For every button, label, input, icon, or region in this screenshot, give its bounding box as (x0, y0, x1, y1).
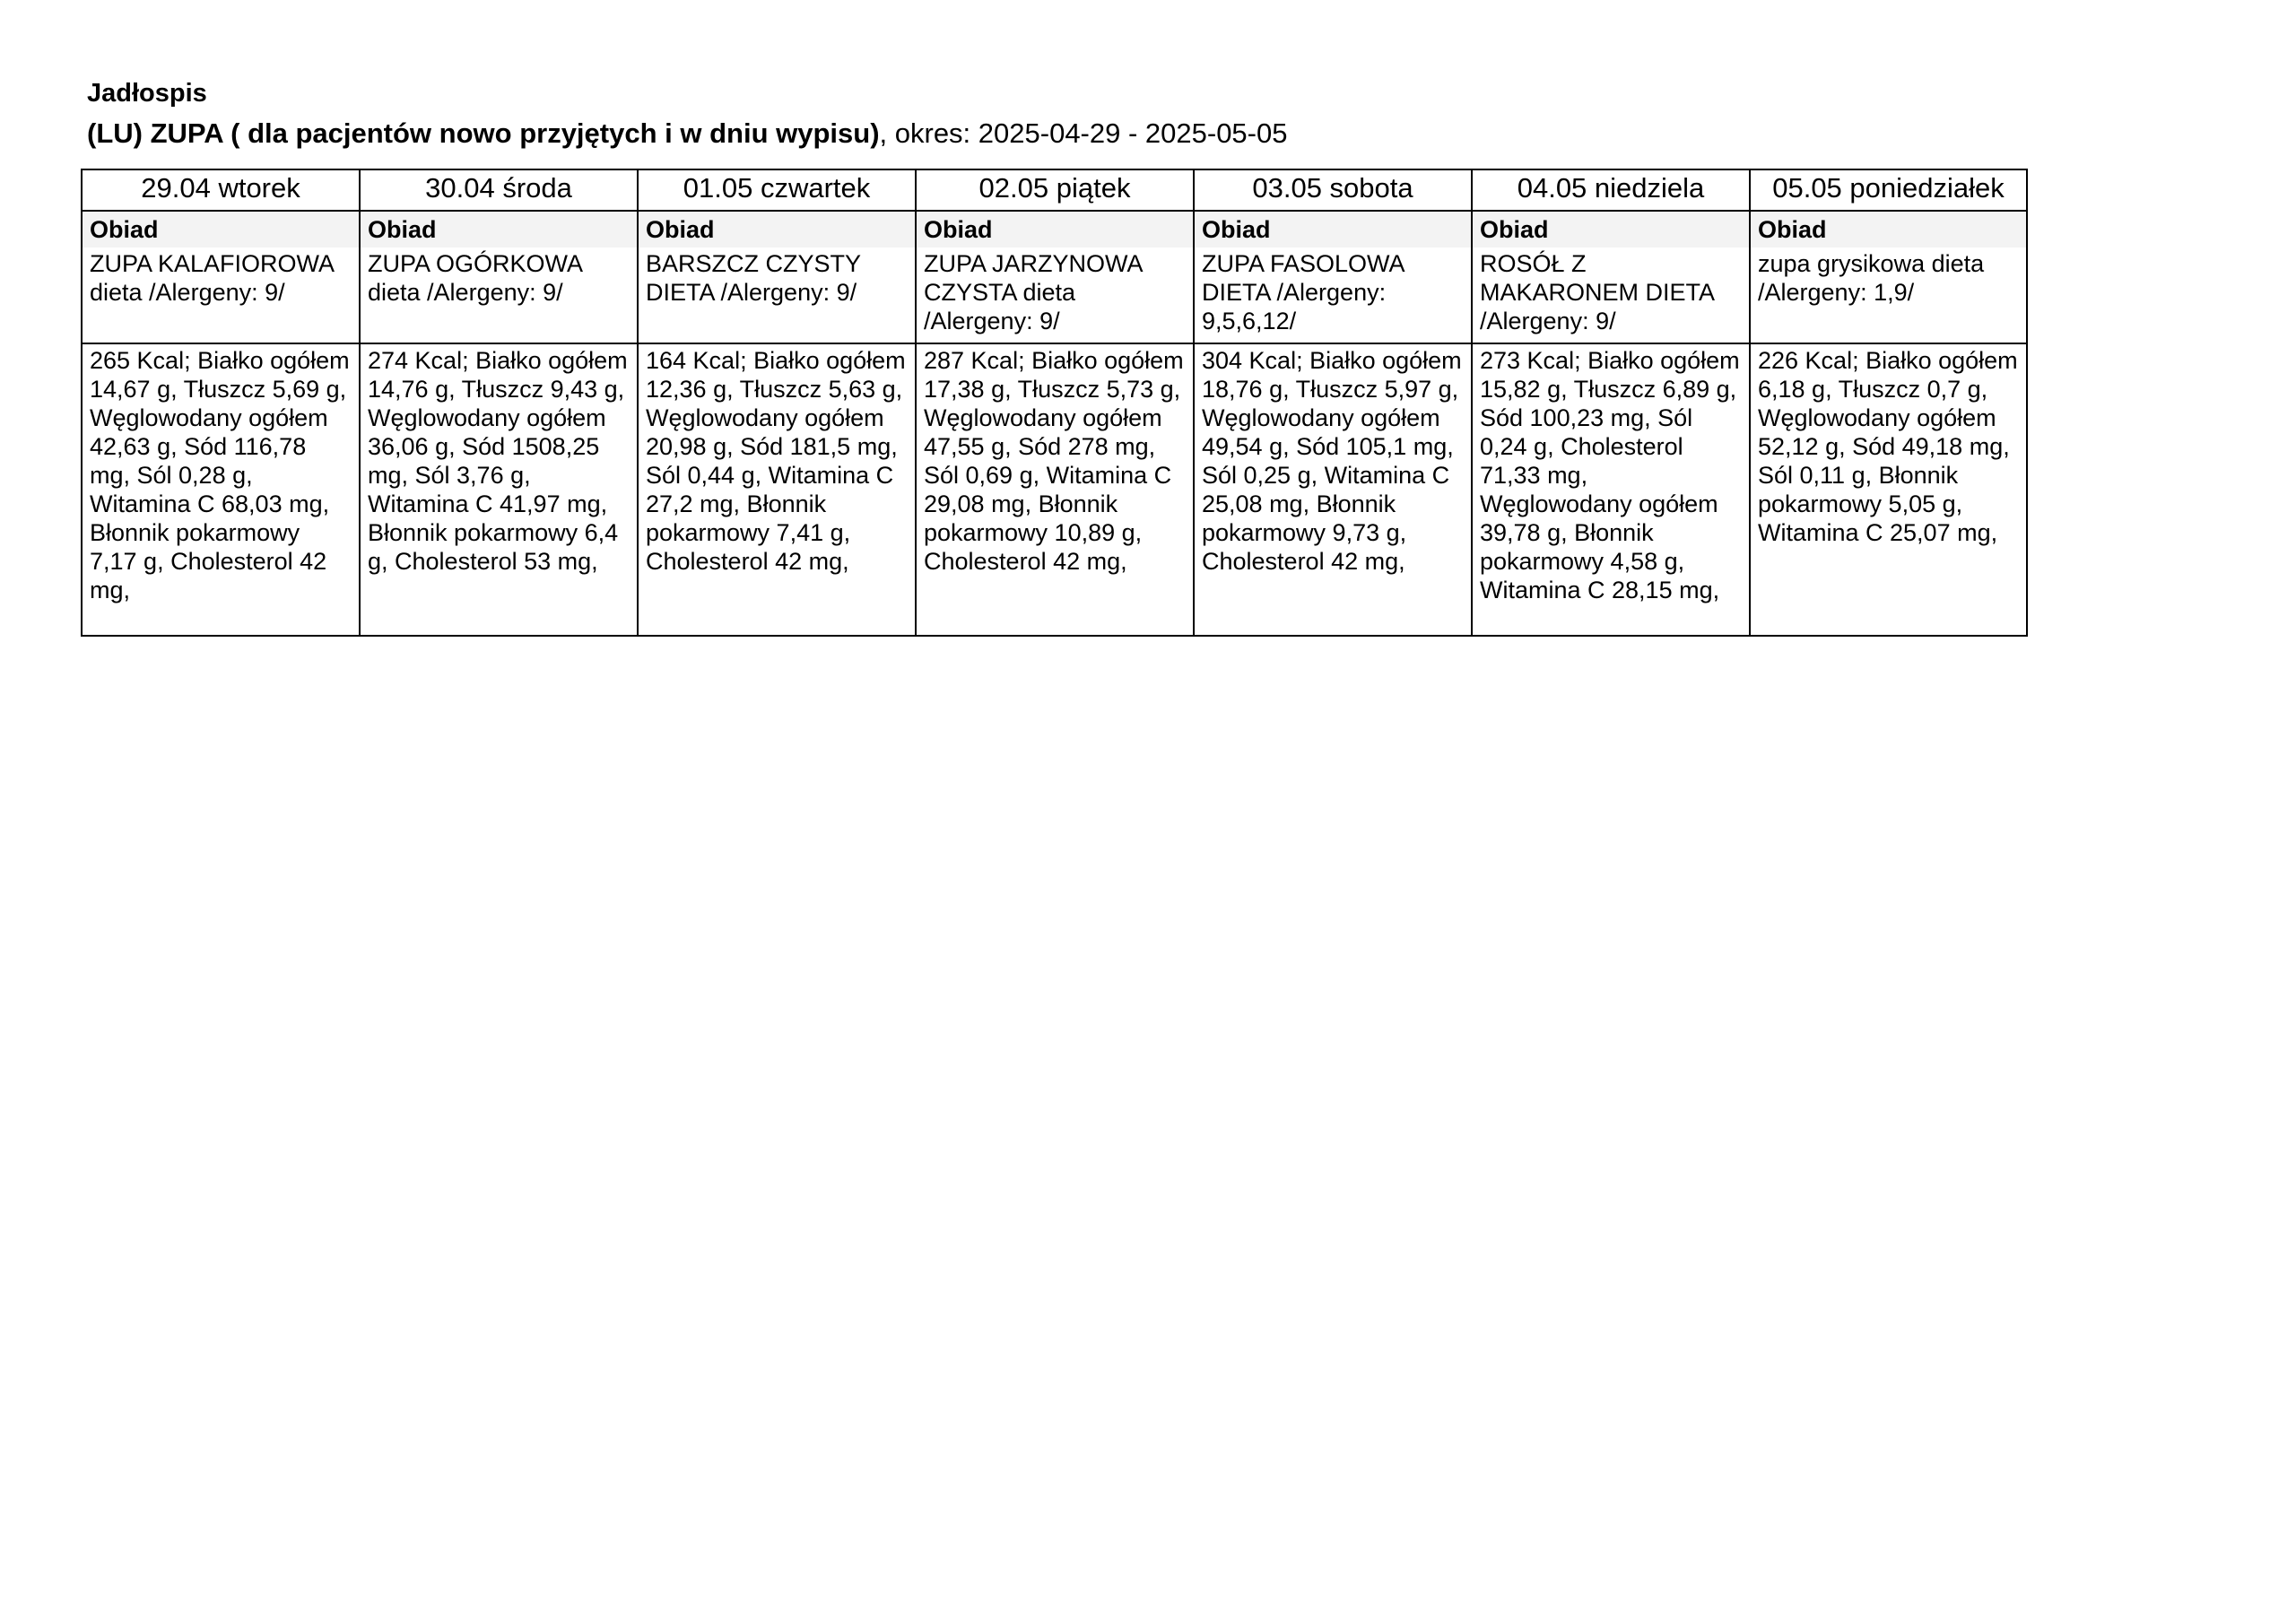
meal-row (82, 211, 2027, 343)
meal-cell (1194, 211, 1472, 343)
day-header: 29.04 wtorek (82, 169, 360, 211)
menu-group-name: (LU) ZUPA ( dla pacjentów nowo przyjętych i w dniu wypisu) (87, 117, 880, 149)
menu-period: , okres: 2025-04-29 - 2025-05-05 (879, 117, 1288, 149)
meal-label: Obiad (83, 212, 359, 247)
meal-dish: BARSZCZ CZYSTY DIETA /Alergeny: 9/ (646, 250, 861, 306)
meal-cell (916, 211, 1194, 343)
meal-dish: ROSÓŁ Z MAKARONEM DIETA /Alergeny: 9/ (1480, 250, 1714, 334)
nutrition-cell: 226 Kcal; Białko ogółem 6,18 g, Tłuszcz 0,7 g, Węglowodany ogółem 52,12 g, Sód 49,18 mg, Sól 0,11 g, Błonnik pokarmowy 5,05 g, Witamina C 25,07 mg, (1750, 343, 2027, 636)
meal-cell (360, 211, 638, 343)
day-header-row (82, 169, 2027, 211)
day-header: 01.05 czwartek (638, 169, 916, 211)
meal-dish: ZUPA OGÓRKOWA dieta /Alergeny: 9/ (368, 250, 582, 306)
nutrition-cell: 164 Kcal; Białko ogółem 12,36 g, Tłuszcz 5,63 g, Węglowodany ogółem 20,98 g, Sód 181,5 mg, Sól 0,44 g, Witamina C 27,2 mg, Błonnik pokarmowy 7,41 g, Cholesterol 42 mg, (638, 343, 916, 636)
day-header: 30.04 środa (360, 169, 638, 211)
nutrition-cell: 274 Kcal; Białko ogółem 14,76 g, Tłuszcz 9,43 g, Węglowodany ogółem 36,06 g, Sód 1508,25 mg, Sól 3,76 g, Witamina C 41,97 mg, Błonnik pokarmowy 6,4 g, Cholesterol 53 mg, (360, 343, 638, 636)
day-header: 03.05 sobota (1194, 169, 1472, 211)
meal-cell (82, 211, 360, 343)
meal-label: Obiad (917, 212, 1193, 247)
day-header: 05.05 poniedziałek (1750, 169, 2027, 211)
meal-cell (638, 211, 916, 343)
nutrition-cell: 287 Kcal; Białko ogółem 17,38 g, Tłuszcz 5,73 g, Węglowodany ogółem 47,55 g, Sód 278 mg, Sól 0,69 g, Witamina C 29,08 mg, Błonnik pokarmowy 10,89 g, Cholesterol 42 mg, (916, 343, 1194, 636)
meal-dish: zupa grysikowa dieta /Alergeny: 1,9/ (1758, 250, 1985, 306)
nutrition-cell: 304 Kcal; Białko ogółem 18,76 g, Tłuszcz 5,97 g, Węglowodany ogółem 49,54 g, Sód 105,1 mg, Sól 0,25 g, Witamina C 25,08 mg, Błonnik pokarmowy 9,73 g, Cholesterol 42 mg, (1194, 343, 1472, 636)
meal-label: Obiad (361, 212, 637, 247)
meal-dish: ZUPA KALAFIOROWA dieta /Alergeny: 9/ (90, 250, 334, 306)
menu-table (81, 169, 2028, 637)
nutrition-cell: 265 Kcal; Białko ogółem 14,67 g, Tłuszcz 5,69 g, Węglowodany ogółem 42,63 g, Sód 116,78 mg, Sól 0,28 g, Witamina C 68,03 mg, Błonnik pokarmowy 7,17 g, Cholesterol 42 mg, (82, 343, 360, 636)
day-header: 02.05 piątek (916, 169, 1194, 211)
meal-label: Obiad (1473, 212, 1749, 247)
nutrition-cell: 273 Kcal; Białko ogółem 15,82 g, Tłuszcz 6,89 g, Sód 100,23 mg, Sól 0,24 g, Cholesterol 71,33 mg, Węglowodany ogółem 39,78 g, Błonnik pokarmowy 4,58 g, Witamina C 28,15 mg, (1472, 343, 1750, 636)
meal-dish: ZUPA JARZYNOWA CZYSTA dieta /Alergeny: 9/ (924, 250, 1143, 334)
meal-cell (1472, 211, 1750, 343)
meal-cell (1750, 211, 2027, 343)
meal-label: Obiad (1195, 212, 1471, 247)
meal-label: Obiad (1751, 212, 2026, 247)
meal-label: Obiad (639, 212, 915, 247)
document-subtitle (87, 117, 1287, 151)
document-title: Jadłospis (87, 79, 207, 108)
day-header: 04.05 niedziela (1472, 169, 1750, 211)
nutrition-row (82, 343, 2027, 636)
meal-dish: ZUPA FASOLOWA DIETA /Alergeny: 9,5,6,12/ (1202, 250, 1405, 334)
